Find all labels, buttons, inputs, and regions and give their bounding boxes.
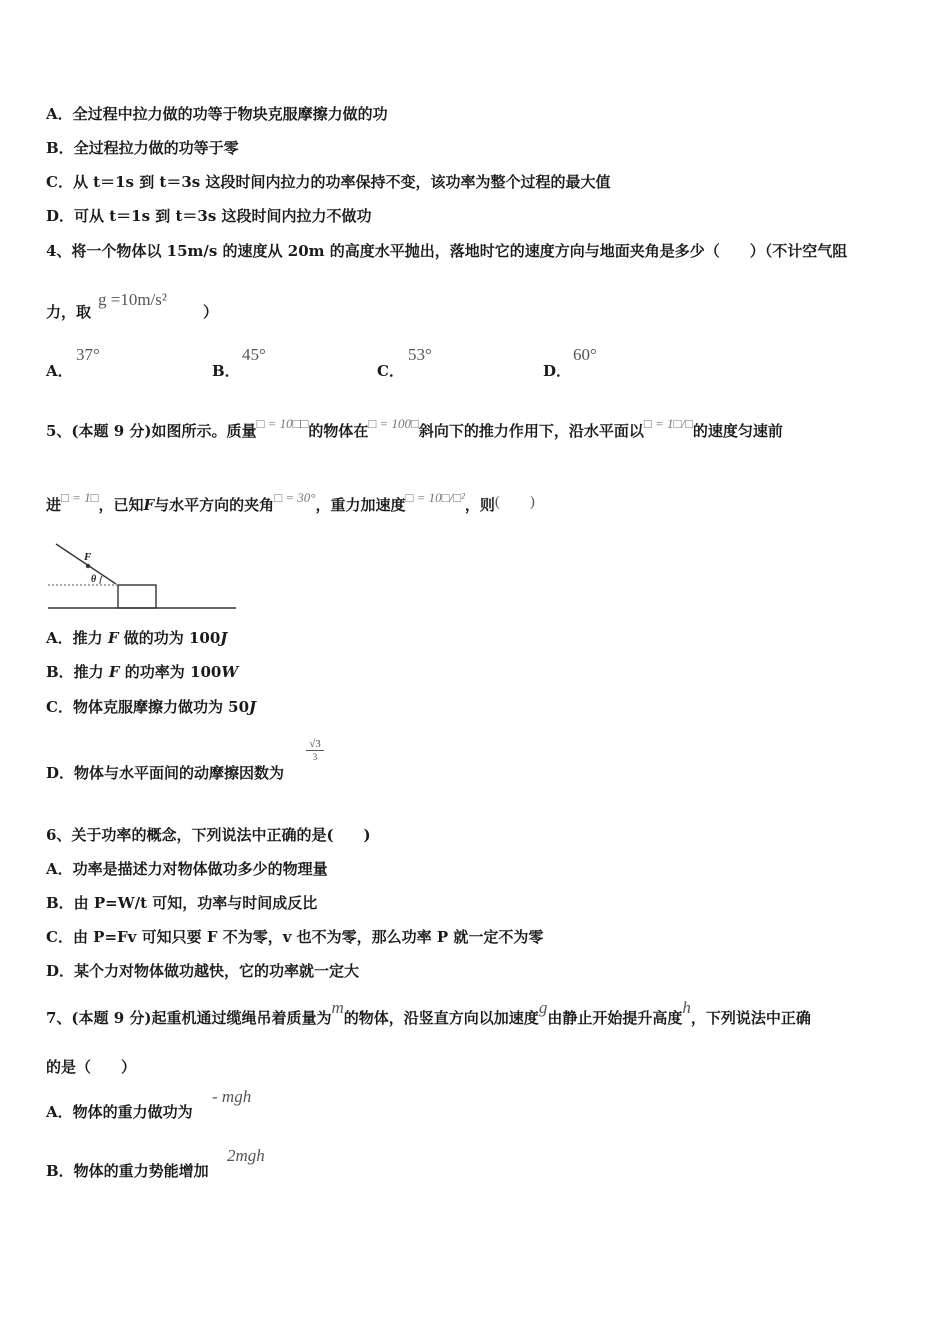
q3-option-a: A．全过程中拉力做的功等于物块克服摩擦力做的功: [46, 105, 388, 123]
q3-option-d: D．可从 t＝1s 到 t＝3s 这段时间内拉力不做功: [46, 207, 372, 225]
q5-option-a-unit: J: [220, 629, 228, 647]
q4-option-b-label: B．: [212, 362, 240, 380]
q5-option-c-text: C．物体克服摩擦力做功为 50: [46, 698, 250, 716]
fraction-denominator: 3: [306, 750, 324, 763]
q4-option-c-value: 53°: [408, 345, 432, 364]
block: [118, 585, 156, 608]
q5-option-a-symbol: F: [107, 629, 119, 647]
q4-stem-prefix: 力，取: [46, 303, 92, 321]
q4-option-d-value: 60°: [573, 345, 597, 364]
q5-option-d: D．物体与水平面间的动摩擦因数为: [46, 764, 285, 782]
q5-option-b-text: B．推力: [46, 663, 109, 681]
q5-option-b: [46, 661, 238, 682]
q7-option-b-formula: 2mgh: [227, 1146, 265, 1165]
q4-option-a-label: A．: [46, 362, 73, 380]
q5-angle-formula: □ = 30°: [274, 490, 316, 505]
q5-text-6: ，已知: [98, 496, 144, 514]
q7-text-3: 由静止开始提升高度: [547, 1009, 683, 1027]
q6-stem: 6、关于功率的概念，下列说法中正确的是( ): [46, 826, 371, 844]
q7-mass-symbol: m: [331, 998, 344, 1017]
q3-option-c: C．从 t＝1s 到 t＝3s 这段时间内拉力的功率保持不变，该功率为整个过程的最大值: [46, 173, 611, 191]
q4-stem-suffix: ）: [203, 303, 219, 321]
q5-answer-blank: ( ): [494, 494, 535, 510]
q7-option-b: B．物体的重力势能增加: [46, 1162, 209, 1180]
q7-acceleration-symbol: g: [538, 998, 548, 1017]
q5-text-1: 5、(本题 9 分)如图所示。质量: [46, 422, 257, 440]
q4-option-b-value: 45°: [242, 345, 266, 364]
q5-text-8: ，重力加速度: [315, 496, 406, 514]
q7-option-a: A．物体的重力做功为: [46, 1103, 193, 1121]
q5-option-c: [46, 696, 256, 717]
q5-force-symbol: F: [143, 496, 155, 514]
q5-figure: [44, 540, 240, 614]
q5-option-c-unit: J: [249, 698, 257, 716]
q7-height-symbol: h: [682, 998, 691, 1017]
q5-option-a-value: 做的功为 100: [118, 629, 221, 647]
q4-option-c-label: C．: [377, 362, 404, 380]
q5-mass-formula: □ = 10□□: [256, 416, 309, 431]
q7-option-a-formula: - mgh: [212, 1087, 252, 1106]
q7-stem-line1: [46, 998, 811, 1028]
q5-stem-line2: [46, 490, 535, 515]
force-arrow: [56, 544, 116, 584]
angle-label: θ: [91, 574, 97, 585]
q5-option-a-text: A．推力: [46, 629, 108, 647]
q6-option-b: B．由 P=W/t 可知，功率与时间成反比: [46, 894, 318, 912]
q4-gravity-formula: g =10m/s²: [98, 290, 167, 309]
q7-stem-line2: 的是（ ）: [46, 1058, 137, 1076]
q5-option-b-value: 的功率为 100: [119, 663, 222, 681]
q4-option-d-label: D．: [543, 362, 572, 380]
q5-text-2: 的物体在: [308, 422, 369, 440]
q5-text-3: 斜向下的推力作用下，沿水平面以: [418, 422, 644, 440]
q5-option-a: [46, 627, 227, 648]
q5-option-b-symbol: F: [108, 663, 120, 681]
q5-text-5: 进: [46, 496, 62, 514]
fraction-numerator: √3: [309, 738, 321, 750]
q6-option-d: D．某个力对物体做功越快，它的功率就一定大: [46, 962, 360, 980]
q4-stem-line1: 4、将一个物体以 15m/s 的速度从 20m 的高度水平抛出，落地时它的速度方向与地面夹角是多少（ ）（不计空气阻: [46, 242, 848, 260]
q7-text-1: 7、(本题 9 分)起重机通过缆绳吊着质量为: [46, 1009, 332, 1027]
q6-option-c: C．由 P=Fv 可知只要 F 不为零，v 也不为零，那么功率 P 就一定不为零: [46, 928, 544, 946]
q5-speed-formula: □ = 1□/□: [643, 416, 693, 431]
q3-option-b: B．全过程拉力做的功等于零: [46, 139, 239, 157]
q5-force-formula: □ = 100□: [368, 416, 419, 431]
q7-text-2: 的物体，沿竖直方向以加速度: [343, 1009, 539, 1027]
q6-option-a: A．功率是描述力对物体做功多少的物理量: [46, 860, 328, 878]
q5-text-9: ，则: [464, 496, 495, 514]
q7-text-4: ，下列说法中正确: [690, 1009, 811, 1027]
q5-distance-formula: □ = 1□: [61, 490, 99, 505]
force-label: F: [84, 551, 92, 563]
q5-text-4: 的速度匀速前: [692, 422, 783, 440]
q5-gravity-formula: □ = 10□/□²: [405, 490, 465, 505]
q5-stem-line1: [46, 416, 783, 441]
q4-option-a-value: 37°: [76, 345, 100, 364]
q5-text-7: 与水平方向的夹角: [154, 496, 275, 514]
q5-option-b-unit: W: [221, 663, 239, 681]
q5-option-d-fraction: [306, 738, 324, 763]
